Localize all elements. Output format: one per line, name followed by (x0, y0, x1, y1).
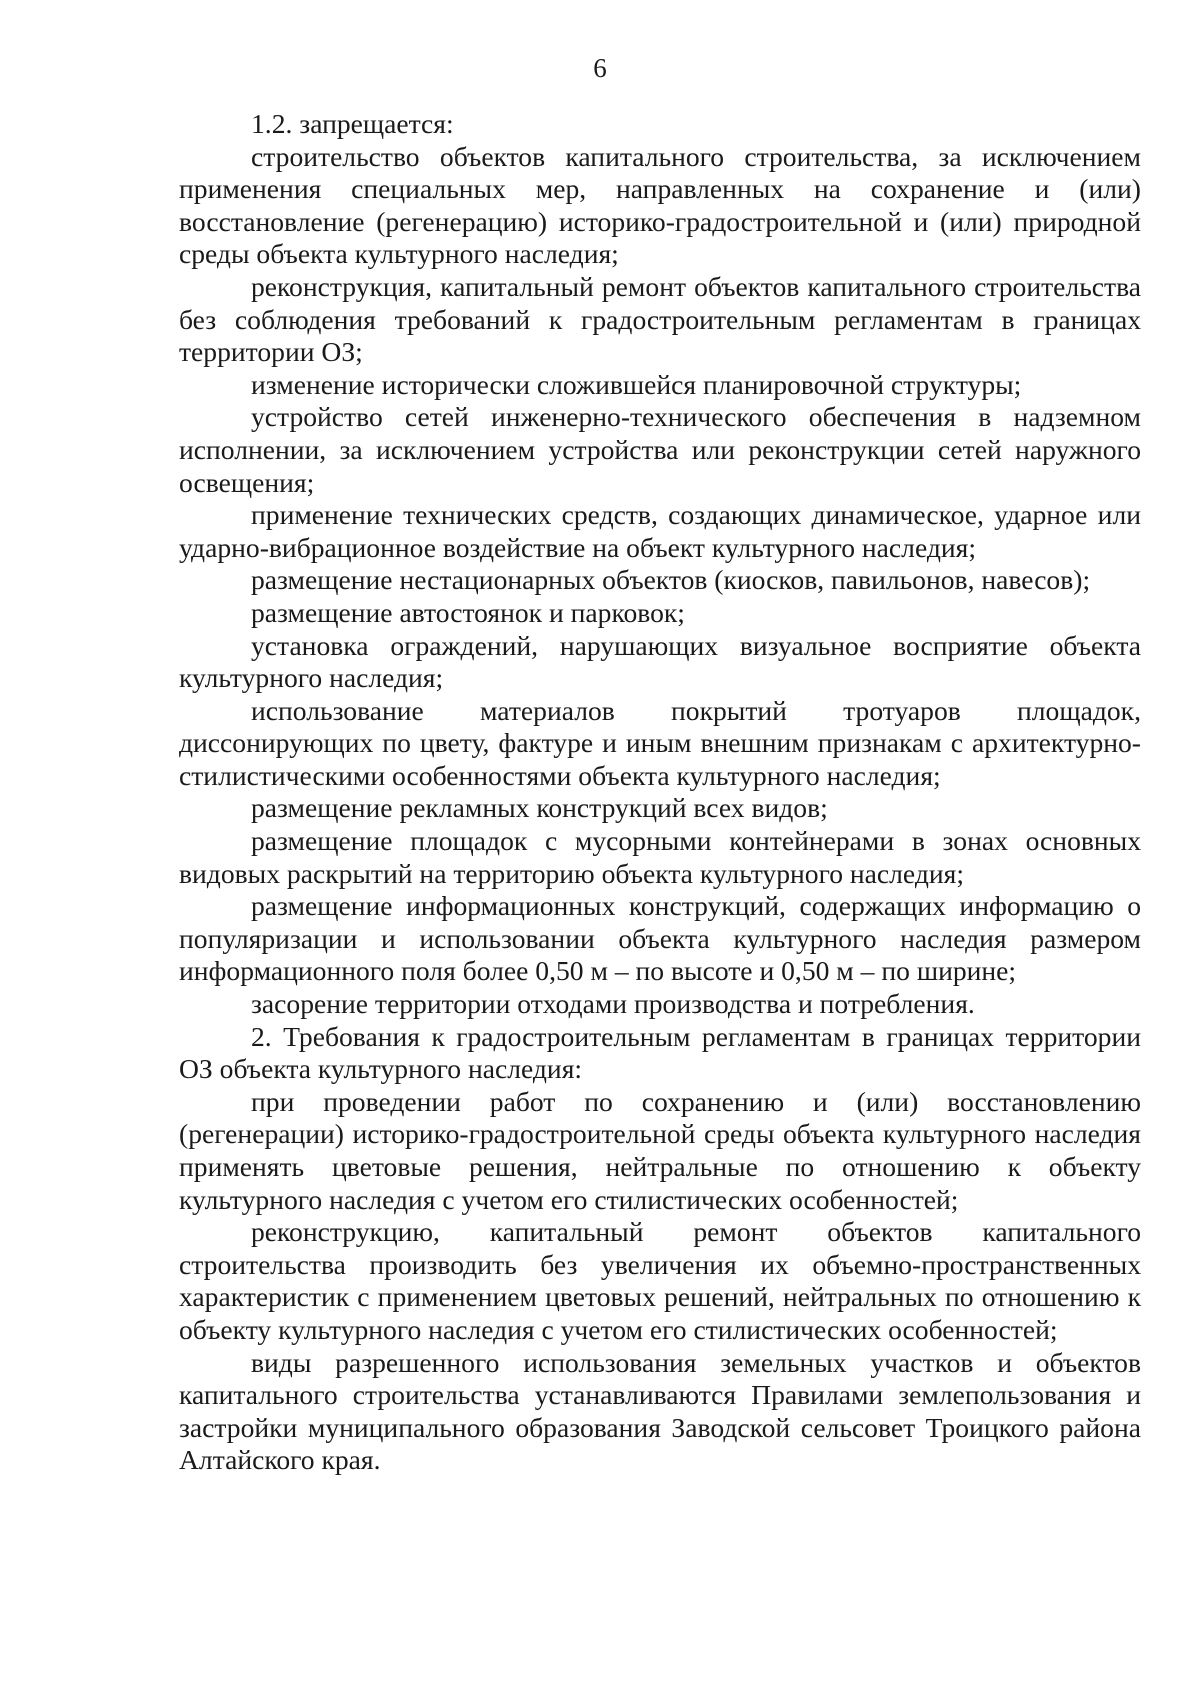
paragraph-item: установка ограждений, нарушающих визуальное восприятие объекта культурного наследия; (179, 629, 1141, 694)
paragraph-item: размещение автостоянок и парковок; (251, 596, 685, 628)
paragraph-item: виды разрешенного использования земельных участков и объектов капитального строительства устанавливаются Правилами землепользования и застройки муниципального образования Заводской сельсовет Троицкого района Алтайского края. (179, 1346, 1141, 1476)
paragraph-item: строительство объектов капитального строительства, за исключением применения специальных мер, направленных на сохранение и (или) восстановление (регенерацию) историко-градостроительной и (или) природной среды объекта культурного наследия; (179, 140, 1141, 270)
paragraph-item: устройство сетей инженерно-технического обеспечения в надземном исполнении, за исключением устройства или реконструкции сетей наружного освещения; (179, 401, 1141, 498)
paragraph-prohibited-heading: 1.2. запрещается: (251, 108, 454, 139)
paragraph-item: размещение площадок с мусорными контейнерами в зонах основных видовых раскрытий на территорию объекта культурного наследия; (179, 825, 1141, 889)
paragraph-item: реконструкцию, капитальный ремонт объектов капитального строительства производить без увеличения их объемно-пространственных характеристик с применением цветовых решений, нейтральных по отношению к объекту культурного наследия с учетом его стилистических особенностей; (179, 1216, 1141, 1345)
paragraph-requirements-heading: 2. Требования к градостроительным регламентам в границах территории ОЗ объекта культурного наследия: (179, 1020, 1141, 1085)
paragraph-item: засорение территории отходами производства и потребления. (251, 988, 975, 1020)
page-number: 6 (593, 53, 607, 83)
paragraph-item: применение технических средств, создающих динамическое, ударное или ударно-вибрационное воздействие на объект культурного наследия; (179, 499, 1141, 563)
paragraph-item: реконструкция, капитальный ремонт объектов капитального строительства без соблюдения требований к градостроительным регламентам в границах территории ОЗ; (179, 270, 1141, 368)
paragraph-item: изменение исторически сложившейся планировочной структуры; (251, 368, 1022, 400)
paragraph-item: размещение рекламных конструкций всех видов; (251, 792, 828, 824)
paragraph-item: при проведении работ по сохранению и (или) восстановлению (регенерации) историко-градостроительной среды объекта культурного наследия применять цветовые решения, нейтральные по отношению к объекту культурного наследия с учетом его стилистических особенностей; (179, 1085, 1141, 1215)
paragraph-item: использование материалов покрытий тротуаров площадок, диссонирующих по цвету, фактуре и иным внешним признакам с архитектурно-стилистическими особенностями объекта культурного наследия; (179, 694, 1141, 791)
document-body (179, 108, 1141, 1477)
paragraph-item: размещение информационных конструкций, содержащих информацию о популяризации и использовании объекта культурного наследия размером информационного поля более 0,50 м – по высоте и 0,50 м – по ширине; (179, 890, 1141, 987)
paragraph-item: размещение нестационарных объектов (киосков, павильонов, навесов); (251, 564, 1091, 596)
